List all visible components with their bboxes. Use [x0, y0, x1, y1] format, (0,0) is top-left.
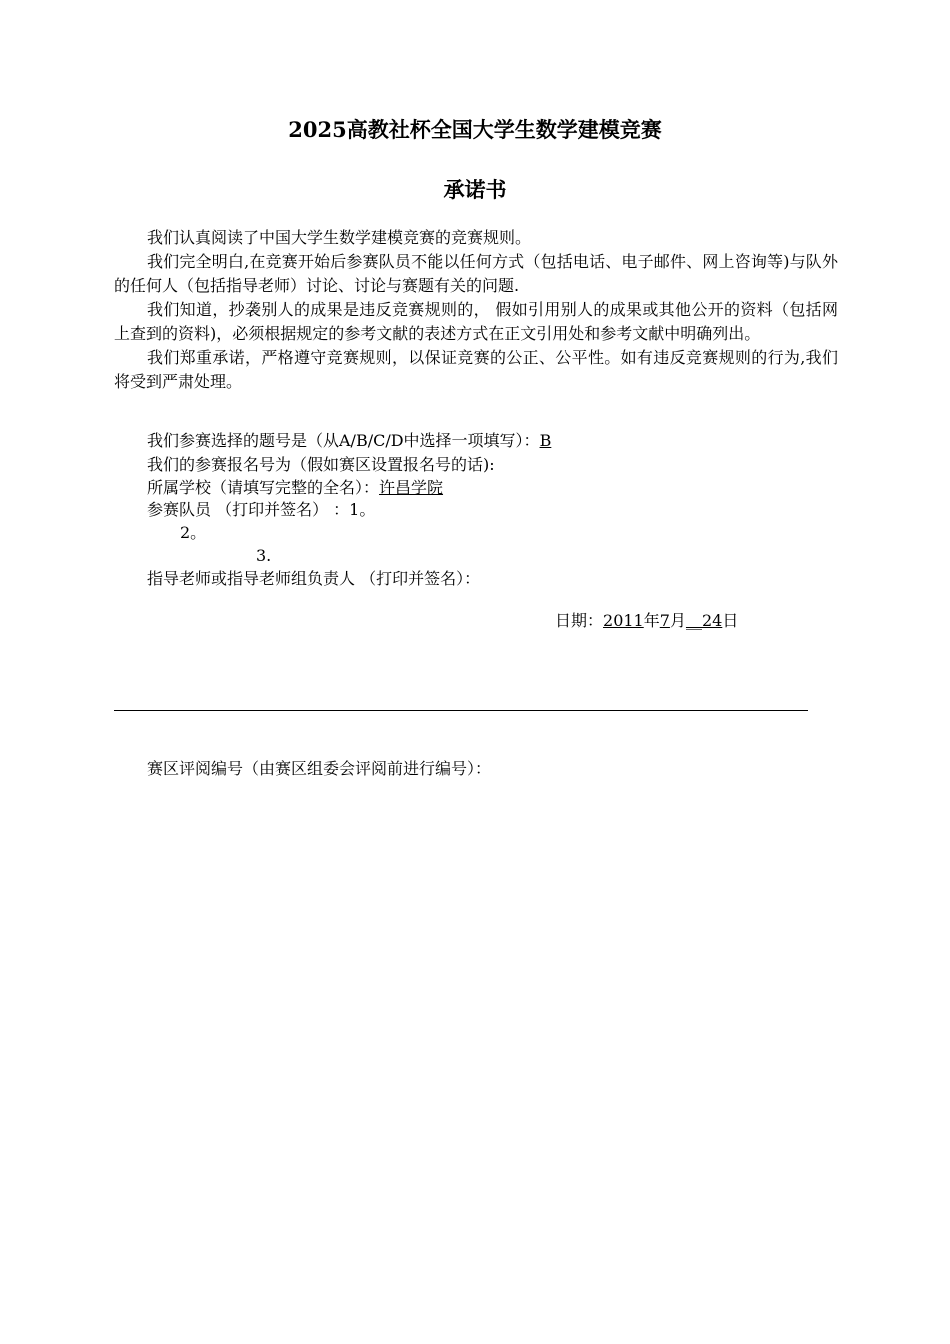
document-title: 2025高教社杯全国大学生数学建模竞赛 [288, 117, 662, 142]
date-line [555, 609, 738, 633]
member-2-label: 2。 [180, 523, 207, 542]
horizontal-divider [114, 710, 808, 711]
date-year-unit: 年 [643, 611, 660, 630]
date-month-unit: 月 [669, 611, 686, 630]
registration-label: 我们的参赛报名号为（假如赛区设置报名号的话): [147, 455, 495, 474]
date-day-unit: 日 [722, 611, 739, 630]
date-year: 2011 [603, 611, 644, 630]
school-label: 所属学校（请填写完整的全名）： [147, 478, 380, 497]
problem-choice-value: B [539, 431, 552, 450]
date-month: 7 [659, 611, 670, 630]
school-value: 许昌学院 [379, 478, 444, 497]
member-2-line [180, 521, 206, 545]
document-subtitle: 承诺书 [443, 177, 507, 202]
problem-choice-label: 我们参赛选择的题号是（从A/B/C/D中选择一项填写）： [147, 431, 540, 450]
members-label: 参赛队员 （打印并签名） ：1。 [147, 500, 376, 519]
member-3-line [256, 544, 271, 568]
member-3-label: 3. [256, 546, 272, 565]
review-number-line [147, 757, 491, 781]
paragraph-2: 我们完全明白,在竞赛开始后参赛队员不能以任何方式（包括电话、电子邮件、网上咨询等)与队外的任何人（包括指导老师）讨论、讨论与赛题有关的问题. [114, 252, 838, 295]
review-number-label: 赛区评阅编号（由赛区组委会评阅前进行编号）： [147, 759, 492, 778]
advisor-label: 指导老师或指导老师组负责人 （打印并签名）： [147, 569, 481, 588]
commitment-body [114, 226, 838, 394]
problem-choice-line [147, 429, 551, 453]
date-label: 日期： [555, 611, 604, 630]
paragraph-4: 我们郑重承诺，严格遵守竞赛规则，以保证竞赛的公正、公平性。如有违反竞赛规则的行为,我们将受到严肃处理。 [114, 348, 838, 391]
paragraph-3: 我们知道，抄袭别人的成果是违反竞赛规则的， 假如引用别人的成果或其他公开的资料（包括网上查到的资料)，必须根据规定的参考文献的表述方式在正文引用处和参考文献中明确列出。 [114, 300, 838, 343]
school-line [147, 476, 443, 500]
date-day: __24 [685, 611, 723, 630]
members-line [147, 498, 375, 522]
paragraph-1: 我们认真阅读了中国大学生数学建模竞赛的竞赛规则。 [147, 228, 532, 247]
advisor-line [147, 567, 480, 591]
registration-line [147, 453, 495, 477]
